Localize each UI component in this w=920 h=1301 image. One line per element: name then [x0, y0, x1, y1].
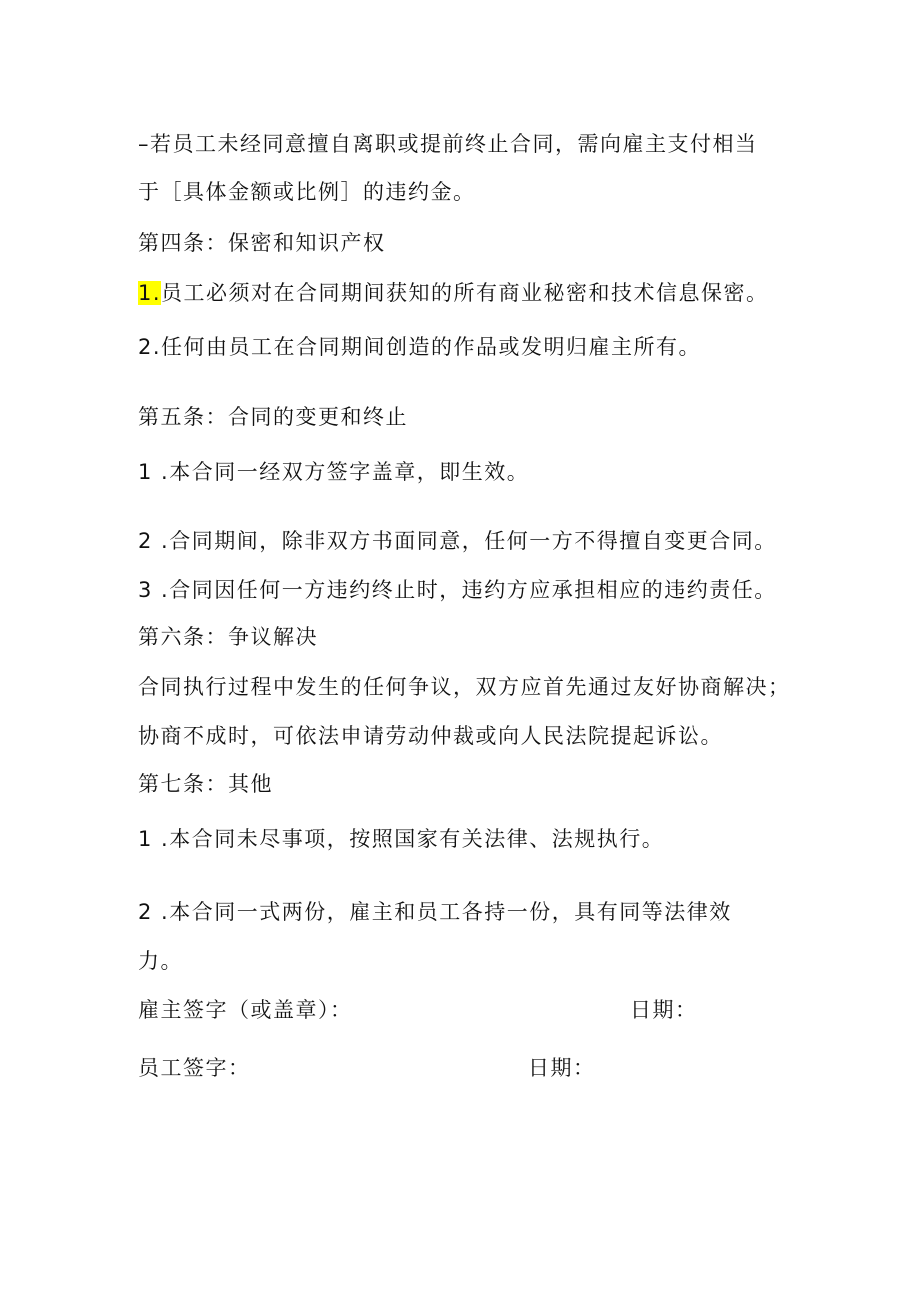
section-4-heading: 第四条：保密和知识产权	[138, 231, 386, 255]
text-line-12: 协商不成时，可依法申请劳动仲裁或向人民法院提起诉讼。	[138, 724, 723, 748]
section-6-heading: 第六条：争议解决	[138, 625, 318, 649]
section-7-heading: 第七条：其他	[138, 772, 273, 796]
text-line-16: 力。	[138, 949, 183, 973]
text-line-4	[138, 279, 769, 307]
text-line-2: 于［具体金额或比例］的违约金。	[138, 180, 476, 204]
text-line-7: 1 .本合同一经双方签字盖章，即生效。	[138, 460, 530, 484]
section-5-heading: 第五条：合同的变更和终止	[138, 405, 408, 429]
employee-date-label: 日期：	[528, 1056, 596, 1080]
text-line-5: 2.任何由员工在合同期间创造的作品或发明归雇主所有。	[138, 335, 702, 359]
text-line-11: 合同执行过程中发生的任何争议，双方应首先通过友好协商解决；	[138, 675, 791, 699]
text-line-8: 2 .合同期间，除非双方书面同意，任何一方不得擅自变更合同。	[138, 529, 777, 553]
text-line-1: –若员工未经同意擅自离职或提前终止合同，需向雇主支付相当	[138, 132, 758, 156]
text-line-9: 3 .合同因任何一方违约终止时，违约方应承担相应的违约责任。	[138, 578, 777, 602]
text-line-14: 1 .本合同未尽事项，按照国家有关法律、法规执行。	[138, 827, 665, 851]
highlighted-item-number: 1.	[138, 281, 162, 305]
employer-date-label: 日期：	[630, 998, 698, 1022]
employer-signature-label: 雇主签字（或盖章）：	[138, 998, 353, 1022]
employee-signature-label: 员工签字：	[138, 1056, 251, 1080]
item-text: 员工必须对在合同期间获知的所有商业秘密和技术信息保密。	[161, 281, 769, 305]
text-line-15: 2 .本合同一式两份，雇主和员工各持一份，具有同等法律效	[138, 900, 732, 924]
